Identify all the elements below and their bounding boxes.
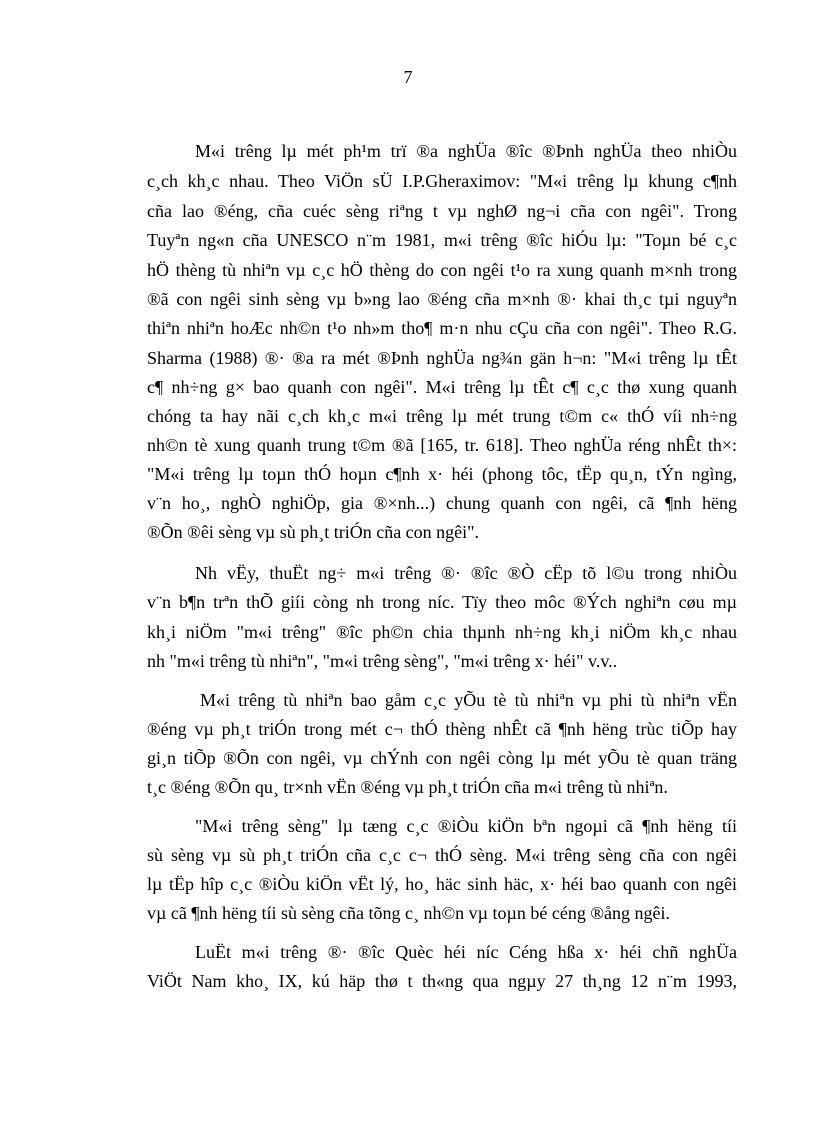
paragraph-3-line-4: t¸c ®éng ®Õn qu¸ tr×nh vËn ®éng vµ ph¸t triÓn cña m«i trêng tù nhiªn. (147, 777, 668, 797)
paragraph-1-line-7: thiªn nhiªn hoÆc nh©n t¹o nh»m tho¶ m·n nhu cÇu cña con ngêi". Theo R.G. (147, 318, 737, 338)
paragraph-1-line-3: cña lao ®éng, cña cuéc sèng riªng t vµ nghØ ng¬i cña con ngêi". Trong (147, 201, 737, 221)
paragraph-1-line-12: "M«i trêng lµ toµn thÓ hoµn c¶nh x· héi (phong tôc, tËp qu¸n, tÝn ngìng, (147, 464, 737, 484)
paragraph-1-line-1: M«i trêng lµ mét ph¹m trï ®a nghÜa ®îc ®Þnh nghÜa theo nhiÒu (195, 141, 737, 161)
paragraph-3-line-3: gi¸n tiÕp ®Õn con ngêi, vµ chÝnh con ngêi còng lµ mét yÕu tè quan träng (147, 748, 737, 768)
paragraph-1-line-2: c¸ch kh¸c nhau. Theo ViÖn sÜ I.P.Gheraximov: "M«i trêng lµ khung c¶nh (147, 171, 737, 191)
paragraph-1-line-4: Tuyªn ng«n cña UNESCO n¨m 1981, m«i trêng ®îc hiÓu lµ: "Toµn bé c¸c (147, 230, 737, 250)
paragraph-4-line-2: sù sèng vµ sù ph¸t triÓn cña c¸c c¬ thÓ sèng. M«i trêng sèng cña con ngêi (147, 845, 737, 865)
paragraph-5-line-1: LuËt m«i trêng ®· ®îc Quèc héi níc Céng hßa x· héi chñ nghÜa (195, 942, 737, 962)
paragraph-1-line-14: ®Õn ®êi sèng vµ sù ph¸t triÓn cña con ngêi". (147, 522, 480, 542)
page-number: 7 (403, 67, 413, 87)
paragraph-4-line-3: lµ tËp hîp c¸c ®iÒu kiÖn vËt lý, ho¸ häc sinh häc, x· héi bao quanh con ngêi (147, 874, 737, 894)
paragraph-3-line-1: M«i trêng tù nhiªn bao gåm c¸c yÕu tè tù nhiªn vµ phi tù nhiªn vËn (200, 690, 737, 710)
paragraph-1-line-11: nh©n tè xung quanh trung t©m ®ã [165, tr. 618]. Theo nghÜa réng nhÊt th×: (147, 435, 737, 455)
paragraph-1-line-10: chóng ta hay nãi c¸ch kh¸c m«i trêng lµ mét trung t©m c« thÓ víi nh÷ng (147, 406, 737, 426)
paragraph-5-line-2: ViÖt Nam kho¸ IX, kú häp thø t th«ng qua ngµy 27 th¸ng 12 n¨m 1993, (147, 971, 737, 991)
paragraph-2-line-4: nh "m«i trêng tù nhiªn", "m«i trêng sèng", "m«i trêng x· héi" v.v.. (147, 651, 618, 671)
paragraph-1-line-5: hÖ thèng tù nhiªn vµ c¸c hÖ thèng do con ngêi t¹o ra xung quanh m×nh trong (147, 260, 737, 280)
paragraph-1-line-6: ®ã con ngêi sinh sèng vµ b»ng lao ®éng cña m×nh ®· khai th¸c tµi nguyªn (147, 289, 737, 309)
paragraph-2-line-3: kh¸i niÖm "m«i trêng" ®îc ph©n chia thµnh nh÷ng kh¸i niÖm kh¸c nhau (147, 622, 737, 642)
paragraph-2-line-2: v¨n b¶n trªn thÕ giíi còng nh trong níc. Tïy theo môc ®Ých nghiªn cøu mµ (147, 592, 737, 612)
paragraph-4-line-1: "M«i trêng sèng" lµ tæng c¸c ®iÒu kiÖn bªn ngoµi cã ¶nh hëng tíi (195, 816, 737, 836)
paragraph-1-line-13: v¨n ho¸, nghÒ nghiÖp, gia ®×nh...) chung quanh con ngêi, cã ¶nh hëng (147, 493, 737, 513)
paragraph-1-line-8: Sharma (1988) ®· ®a ra mét ®Þnh nghÜa ng¾n gän h¬n: "M«i trêng lµ tÊt (147, 348, 737, 368)
paragraph-1-line-9: c¶ nh÷ng g× bao quanh con ngêi". M«i trêng lµ tÊt c¶ c¸c thø xung quanh (147, 377, 737, 397)
paragraph-4-line-4: vµ cã ¶nh hëng tíi sù sèng cña tõng c¸ nh©n vµ toµn bé céng ®ång ngêi. (147, 903, 671, 923)
paragraph-3-line-2: ®éng vµ ph¸t triÓn trong mét c¬ thÓ thèng nhÊt cã ¶nh hëng trùc tiÕp hay (147, 719, 737, 739)
paragraph-2-line-1: Nh vËy, thuËt ng÷ m«i trêng ®· ®îc ®Ò cËp tõ l©u trong nhiÒu (195, 563, 737, 583)
